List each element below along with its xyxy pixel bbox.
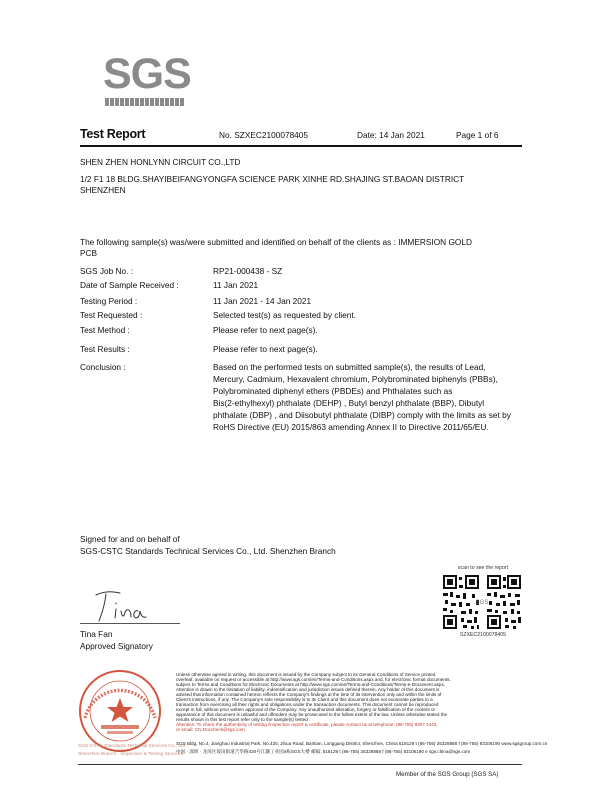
svg-text:SGS: SGS <box>475 600 489 606</box>
signatory-name: Tina Fan <box>80 629 113 639</box>
report-number: No. SZXEC2100078405 <box>219 130 309 140</box>
client-name: SHEN ZHEN HONLYNN CIRCUIT CO.,LTD <box>80 157 241 167</box>
sgs-logo-text: SGS <box>103 50 191 98</box>
fine-print-line: advised that information contained hereon reflects the Company's findings at the time of its intervention only and within the limits of <box>176 692 442 697</box>
sgs-logo-bars <box>105 98 185 106</box>
seal-caption-line1: SGS-CSTC Standards Technical Services Co., Ltd. <box>78 744 187 749</box>
company-seal <box>77 668 163 754</box>
field-value-test-results: Please refer to next page(s). <box>213 344 318 354</box>
client-address-line2: SHENZHEN <box>80 185 126 195</box>
page-indicator: Page 1 of 6 <box>456 130 499 140</box>
conclusion-line: Based on the performed tests on submitted sample(s), the results of Lead, <box>213 362 486 372</box>
field-label-test-requested: Test Requested : <box>80 310 143 320</box>
fine-print-line: appearance of this document is unlawful and offenders may be prosecuted to the fullest extent of the law. Unless otherwise stated the <box>176 712 448 717</box>
field-label-test-method: Test Method : <box>80 325 130 335</box>
signed-on-behalf-line2: SGS-CSTC Standards Technical Services Co., Ltd. Shenzhen Branch <box>80 546 336 556</box>
field-value-testing-period: 11 Jan 2021 - 14 Jan 2021 <box>213 296 312 306</box>
conclusion-line: Polybrominated diphenyl ethers (PBDEs) and Phthalates such as <box>213 386 453 396</box>
client-address-line1: 1/2 F1 18 BLDG.SHAYIBEIFANGYONGFA SCIENCE PARK XINHE RD.SHAJING ST.BAOAN DISTRICT <box>80 174 465 184</box>
fine-print-line: transaction from exercising all their rights and obligations under the transaction documents. This document cannot be reproduced <box>176 702 439 707</box>
sgs-logo <box>103 50 191 106</box>
member-of-sgs-group: Member of the SGS Group (SGS SA) <box>396 771 499 778</box>
fine-print-line: except in full, without prior written approval of the Company. Any unauthorized alteration, forgery or falsification of the content or <box>176 707 436 712</box>
field-label-job-no: SGS Job No. : <box>80 266 134 276</box>
address-chinese: 中国 · 深圳 · 龙岗区坂田街道吉华路430号江灏工业园4栋SGS大楼 邮编: 518129 t (86-755) 25328888 f (86-755) 83106190 e sgs.china@sgs.com <box>176 749 471 754</box>
report-date: Date: 14 Jan 2021 <box>357 130 425 140</box>
address-english: SGS Bldg, No.4, Jianghao Industrial Park, No.430, Jihua Road, Bantian, Longgang District, Shenzhen, China 518129 t (86-755) 25328888 f (86-755) 83106190 www.sgsgroup.com.cn <box>176 741 548 746</box>
fine-print-line: subject to Terms and Conditions for Electronic Documents at http://www.sgs.com/en/Terms-and-Conditions/Terms-e-Document.aspx. <box>176 682 446 687</box>
header-rule <box>80 145 522 147</box>
fine-print-line: Attention is drawn to the limitation of liability, indemnification and jurisdiction issues defined therein. Any holder of this document is <box>176 687 440 692</box>
fine-print-line: overleaf, available on request or accessible at http://www.sgs.com/en/Terms-and-Conditions.aspx and, for electronic format documents, <box>176 677 451 682</box>
conclusion-line: Bis(2-ethylhexyl) phthalate (DEHP) , Butyl benzyl phthalate (BBP), Dibutyl <box>213 398 485 408</box>
fine-print-line: Unless otherwise agreed in writing, this document is issued by the Company subject to its General Conditions of Service printed <box>176 672 436 677</box>
signed-on-behalf-line1: Signed for and on behalf of <box>80 534 180 544</box>
signatory-title: Approved Signatory <box>80 641 153 651</box>
signature-rule <box>80 623 180 624</box>
qr-caption: scan to see the report <box>457 565 509 571</box>
field-label-date-received: Date of Sample Received : <box>80 280 179 290</box>
authenticity-notice: Attention: To check the authenticity of testing /inspection report & certificate, please contact us at telephone: (86-755) 8307 1443, <box>176 722 438 727</box>
intro-line1: The following sample(s) was/were submitted and identified on behalf of the clients as : IMMERSION GOLD <box>80 237 472 247</box>
field-value-test-method: Please refer to next page(s). <box>213 325 318 335</box>
fine-print-line: results shown in this test report refer only to the sample(s) tested . <box>176 717 311 722</box>
field-value-test-requested: Selected test(s) as requested by client. <box>213 310 356 320</box>
fine-print-line: Client's instructions, if any. The Company's sole responsibility is to its Client and this document does not exonerate parties to a <box>176 697 433 702</box>
report-title: Test Report <box>80 127 146 141</box>
conclusion-line: phthalate (DBP) , and Diisobutyl phthalate (DIBP) comply with the limits as set by <box>213 410 511 420</box>
field-value-job-no: RP21-000438 - SZ <box>213 266 283 276</box>
handwritten-signature <box>90 585 160 625</box>
field-label-testing-period: Testing Period : <box>80 296 138 306</box>
intro-line2: PCB <box>80 248 98 258</box>
field-label-conclusion: Conclusion : <box>80 362 126 372</box>
seal-caption-line2: Shenzhen Branch - Inspection & Testing Services <box>78 752 183 757</box>
authenticity-email: or email: CN.Doccheck@sgs.com <box>176 727 245 732</box>
footer-rule <box>78 764 522 765</box>
qr-code[interactable] <box>441 573 523 631</box>
field-value-date-received: 11 Jan 2021 <box>213 280 259 290</box>
qr-report-number: SZXEC2100078405 <box>459 632 507 638</box>
conclusion-line: RoHS Directive (EU) 2015/863 amending Annex II to Directive 2011/65/EU. <box>213 422 489 432</box>
field-label-test-results: Test Results : <box>80 344 130 354</box>
conclusion-line: Mercury, Cadmium, Hexavalent chromium, Polybrominated biphenyls (PBBs), <box>213 374 498 384</box>
